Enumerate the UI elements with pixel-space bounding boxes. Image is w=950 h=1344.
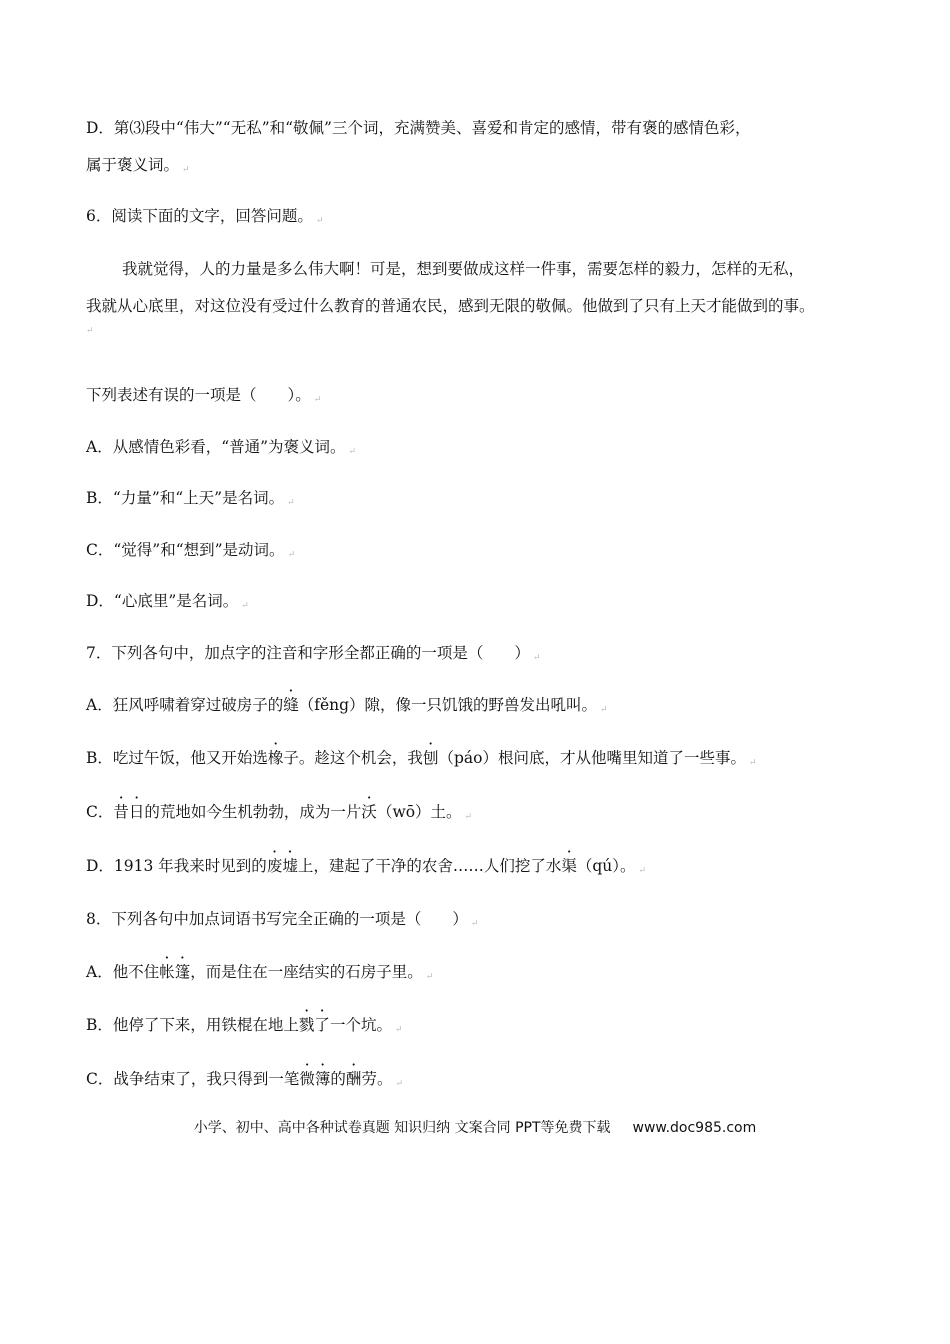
- text: 的: [330, 1070, 346, 1088]
- text: D．“心底里”是名词。: [86, 592, 239, 610]
- paragraph-mark: ↵: [395, 1079, 403, 1089]
- text: 的荒地如今生机勃勃，成为一片: [144, 803, 362, 821]
- q6-stem: [86, 206, 323, 231]
- text: ，而是住在一座结实的石房子里。: [190, 963, 423, 981]
- q6-question: [86, 385, 321, 410]
- text: （wō）土。: [376, 803, 462, 821]
- q7-option-d: [86, 856, 646, 881]
- q7-option-a: [86, 695, 608, 720]
- dotted-char: 废: [266, 857, 283, 875]
- paragraph-mark: ↵: [348, 447, 357, 457]
- footer-site[interactable]: www.doc985.com: [632, 1120, 757, 1136]
- q7-option-c: [86, 802, 472, 827]
- q7-option-b: [86, 748, 757, 773]
- q6-option-d: [86, 591, 249, 616]
- q8-option-a: [86, 962, 433, 987]
- text: （qú）。: [576, 857, 636, 875]
- text: B．吃过午饭，他又开始选: [86, 749, 268, 767]
- text: 上，建起了干净的农舍……人们挖了水: [297, 857, 562, 875]
- dotted-char: 了: [314, 1016, 330, 1034]
- dotted-char: 簿: [314, 1070, 331, 1088]
- page-footer: [0, 1117, 950, 1137]
- dotted-char: 沃: [361, 803, 377, 821]
- text: B．他停了下来，用铁棍在地上: [86, 1016, 299, 1034]
- text: 子。趁这个机会，我: [283, 749, 423, 767]
- dotted-char: 昔: [113, 803, 129, 821]
- text: 8．下列各句中加点词语书写完全正确的一项是（ ）: [86, 910, 468, 928]
- text: C．: [86, 803, 114, 821]
- dotted-char: 墟: [282, 857, 298, 875]
- footer-text: 小学、初中、高中各种试卷真题 知识归纳 文案合同 PPT等免费下载: [193, 1120, 611, 1136]
- text: （fěng）隙，像一只饥饿的野兽发出吼叫。: [298, 696, 598, 714]
- paragraph-mark: ↵: [748, 758, 757, 768]
- q8-option-b: [86, 1015, 403, 1040]
- paragraph-mark: ↵: [86, 326, 94, 336]
- dotted-char: 酬: [345, 1070, 362, 1088]
- paragraph-mark: ↵: [182, 165, 190, 175]
- text: 6．阅读下面的文字，回答问题。: [86, 207, 313, 225]
- text: 7．下列各句中，加点字的注音和字形全都正确的一项是（ ）: [86, 644, 530, 662]
- dotted-char: 戮: [298, 1016, 315, 1034]
- paragraph-mark: ↵: [532, 653, 541, 663]
- paragraph-mark: ↵: [600, 705, 608, 715]
- dotted-char: 橡: [267, 749, 284, 767]
- text: D．1913 年我来时见到的: [86, 857, 267, 875]
- paragraph-mark: ↵: [394, 1025, 403, 1035]
- dotted-char: 渠: [561, 857, 577, 875]
- q5-option-d-line1: [86, 118, 750, 138]
- paragraph-mark: ↵: [315, 216, 324, 226]
- q5-option-d-line2: [86, 155, 190, 180]
- text: D．第⑶段中“伟大”“无私”和“敬佩”三个词，充满赞美、喜爱和肯定的感情，带有褒的感情色彩，: [86, 119, 751, 137]
- paragraph-mark: ↵: [241, 601, 249, 611]
- dotted-char: 帐: [159, 963, 175, 981]
- text: A．狂风呼啸着穿过破房子的: [86, 696, 284, 714]
- paragraph-mark: ↵: [313, 395, 322, 405]
- q8-stem: [86, 909, 478, 934]
- passage-line-2: 我就从心底里，对这位没有受过什么教育的普通农民，感到无限的敬佩。他做到了只有上天才能做到的事。: [86, 297, 815, 315]
- text: C．“觉得”和“想到”是动词。: [86, 541, 285, 559]
- dotted-char: 缝: [283, 696, 299, 714]
- text: B．“力量”和“上天”是名词。: [86, 489, 285, 507]
- paragraph-mark: ↵: [470, 919, 479, 929]
- paragraph-mark: ↵: [638, 866, 647, 876]
- q6-option-c: [86, 540, 295, 565]
- q7-stem: [86, 643, 540, 668]
- text: 劳。: [361, 1070, 393, 1088]
- text: A．从感情色彩看，“普通”为褒义词。: [86, 438, 346, 456]
- text: 一个坑。: [329, 1016, 392, 1034]
- dotted-char: 日: [128, 803, 145, 821]
- text: （páo）根问底，才从他嘴里知道了一些事。: [438, 749, 746, 767]
- paragraph-mark: ↵: [287, 550, 296, 560]
- dotted-char: 微: [299, 1070, 315, 1088]
- q6-option-a: [86, 437, 356, 462]
- paragraph-mark: ↵: [464, 812, 473, 822]
- text: A．他不住: [86, 963, 160, 981]
- text: 下列表述有误的一项是（ ）。: [86, 386, 311, 404]
- dotted-char: 篷: [174, 963, 191, 981]
- paragraph-mark: ↵: [425, 972, 434, 982]
- paragraph-mark: ↵: [287, 498, 295, 508]
- passage-line-1: 我就觉得，人的力量是多么伟大啊！可是，想到要做成这样一件事，需要怎样的毅力，怎样的无私，: [122, 260, 805, 278]
- q6-option-b: [86, 488, 295, 513]
- text: C．战争结束了，我只得到一笔: [86, 1070, 300, 1088]
- text: 属于褒义词。: [86, 156, 180, 174]
- q8-option-c: [86, 1069, 403, 1094]
- dotted-char: 刨: [422, 749, 439, 767]
